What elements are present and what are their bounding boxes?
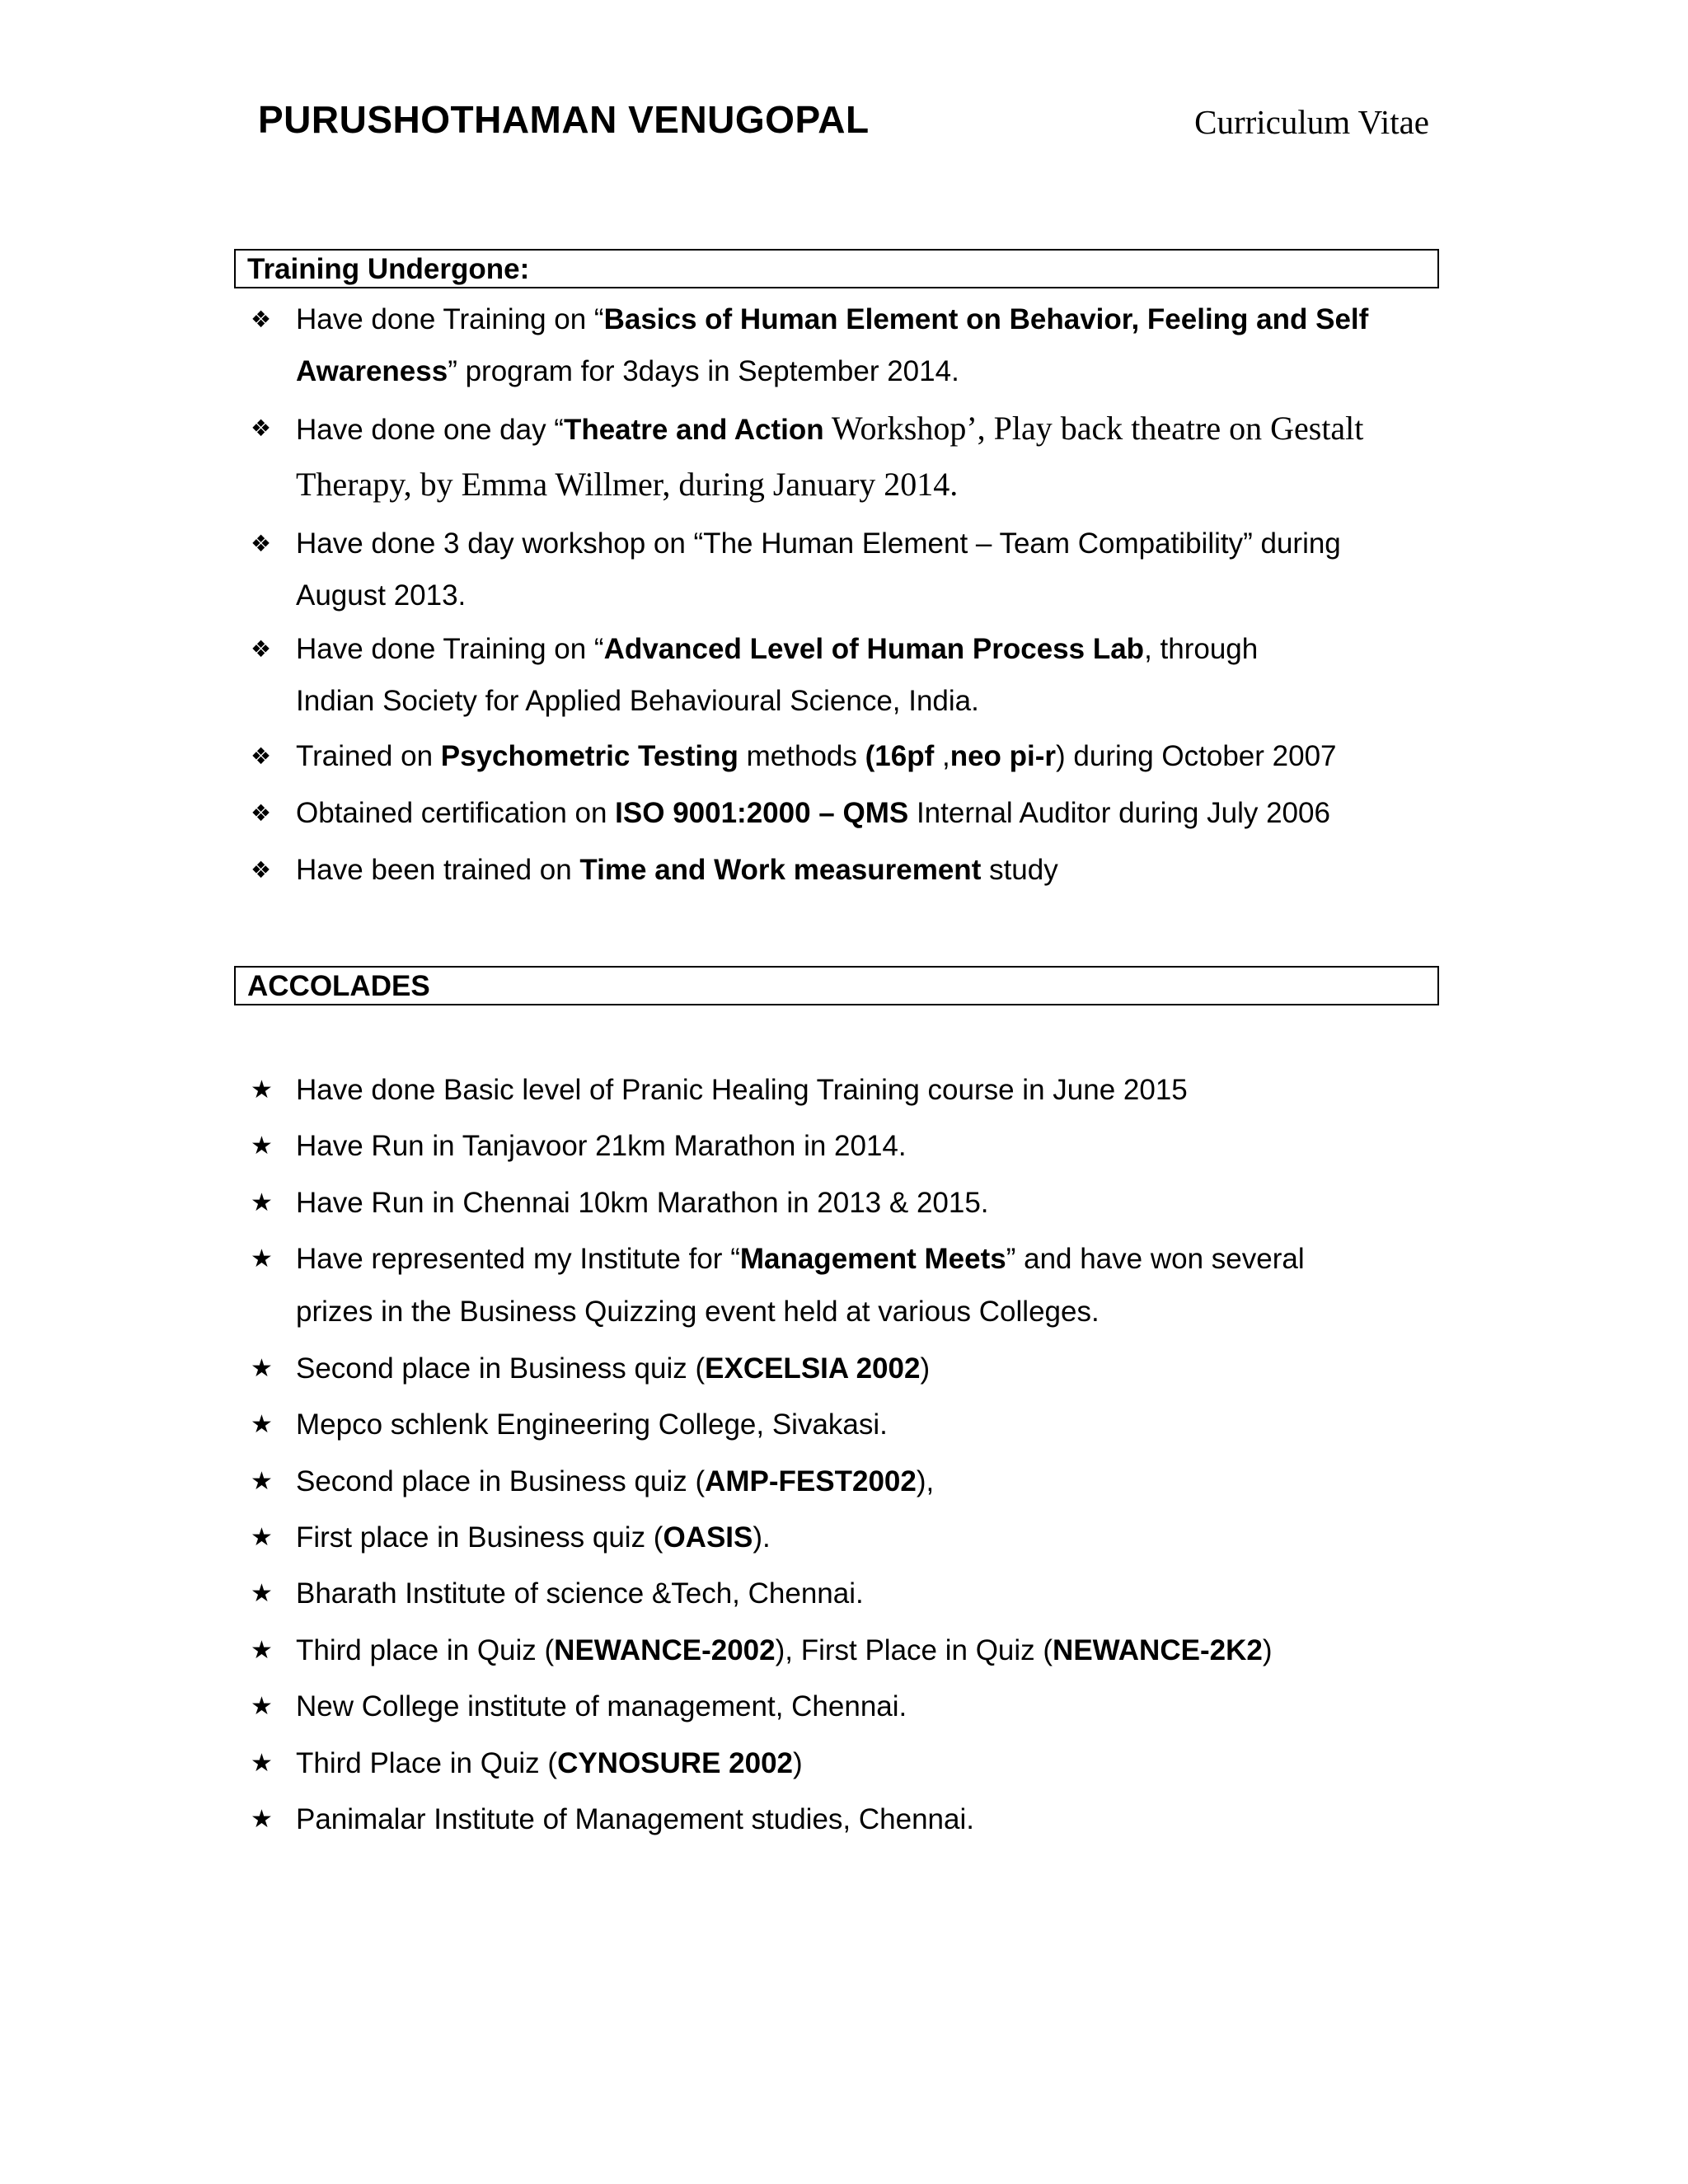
text-run: Have done one day “ <box>296 414 564 446</box>
text-run: Workshop’, Play back theatre on Gestalt <box>823 410 1364 447</box>
star-bullet-icon: ★ <box>251 1468 273 1495</box>
text-run: study <box>981 854 1058 886</box>
bold-text: Basics of Human Element on Behavior, Feeling and Self <box>603 303 1369 335</box>
diamond-bullet-icon: ❖ <box>251 857 272 883</box>
text-run: ) during October 2007 <box>1056 740 1337 772</box>
text-run: ), <box>916 1465 935 1497</box>
star-bullet-icon: ★ <box>251 1355 273 1382</box>
bold-text: Theatre and Action <box>563 414 824 446</box>
item-text-line <box>296 518 1341 570</box>
text-run: ) <box>920 1352 931 1385</box>
diamond-bullet-icon: ❖ <box>251 531 272 556</box>
bold-text: Awareness <box>296 355 448 387</box>
training-section-title: Training Undergone: <box>247 253 530 285</box>
text-run: Indian Society for Applied Behavioural Science, India. <box>296 685 979 717</box>
item-text-line <box>296 787 1330 840</box>
item-text-line <box>296 1511 771 1564</box>
text-run: First place in Business quiz ( <box>296 1521 663 1554</box>
diamond-bullet-icon: ❖ <box>251 800 272 826</box>
item-text-line <box>296 844 1058 897</box>
bold-text: AMP-FEST2002 <box>705 1465 917 1497</box>
star-bullet-icon: ★ <box>251 1411 273 1438</box>
item-text-line <box>296 1286 1100 1338</box>
item-text-line <box>296 623 1258 676</box>
item-text-line <box>296 1233 1305 1286</box>
star-bullet-icon: ★ <box>251 1132 273 1160</box>
item-text-line <box>296 1120 907 1173</box>
item-text-line <box>296 1737 803 1790</box>
text-run: Second place in Business quiz ( <box>296 1465 706 1497</box>
text-run: ) <box>793 1747 803 1779</box>
diamond-bullet-icon: ❖ <box>251 307 272 332</box>
text-run: Therapy, by Emma Willmer, during January 2014. <box>296 466 959 503</box>
text-run: Mepco schlenk Engineering College, Sivakasi. <box>296 1408 888 1441</box>
bold-text: neo pi-r <box>950 740 1057 772</box>
item-text-line <box>296 569 466 622</box>
text-run: Obtained certification on <box>296 797 616 829</box>
document-type: Curriculum Vitae <box>1194 103 1429 141</box>
text-run: ). <box>753 1521 771 1554</box>
text-run: Have Run in Tanjavoor 21km Marathon in 2014. <box>296 1130 907 1162</box>
diamond-bullet-icon: ❖ <box>251 636 272 662</box>
text-run: Have done 3 day workshop on “The Human Element – Team Compatibility” during <box>296 527 1341 560</box>
star-bullet-icon: ★ <box>251 1245 273 1272</box>
star-bullet-icon: ★ <box>251 1189 273 1216</box>
text-run: Third Place in Quiz ( <box>296 1747 558 1779</box>
text-run: Have Run in Chennai 10km Marathon in 2013 & 2015. <box>296 1187 989 1219</box>
item-text-line <box>296 345 959 398</box>
accolades-section-title: ACCOLADES <box>247 970 430 1002</box>
bold-text: ISO 9001:2000 – QMS <box>615 797 909 829</box>
bold-text: NEWANCE-2K2 <box>1053 1634 1263 1666</box>
star-bullet-icon: ★ <box>251 1580 273 1607</box>
text-run: New College institute of management, Chennai. <box>296 1690 907 1722</box>
training-section-header <box>234 249 1439 288</box>
text-run: Third place in Quiz ( <box>296 1634 555 1666</box>
text-run: ), First Place in Quiz ( <box>775 1634 1053 1666</box>
bold-text: CYNOSURE 2002 <box>557 1747 794 1779</box>
text-run: August 2013. <box>296 579 467 612</box>
text-run: , through <box>1144 633 1259 665</box>
bold-text: EXCELSIA 2002 <box>705 1352 921 1385</box>
text-run: Second place in Business quiz ( <box>296 1352 706 1385</box>
text-run: Have done Basic level of Pranic Healing Training course in June 2015 <box>296 1074 1188 1106</box>
text-run: Panimalar Institute of Management studies, Chennai. <box>296 1803 974 1835</box>
text-run: ” program for 3days in September 2014. <box>448 355 959 387</box>
text-run: Have represented my Institute for “ <box>296 1243 740 1275</box>
item-text-line <box>296 730 1337 783</box>
text-run: ) <box>1262 1634 1273 1666</box>
bold-text: Time and Work measurement <box>579 854 982 886</box>
accolades-section-header <box>234 966 1439 1005</box>
item-text-line <box>296 1793 974 1846</box>
star-bullet-icon: ★ <box>251 1750 273 1777</box>
bold-text: Psychometric Testing <box>440 740 738 772</box>
bold-text: NEWANCE-2002 <box>554 1634 776 1666</box>
text-run: Have been trained on <box>296 854 580 886</box>
text-run: Internal Auditor during July 2006 <box>908 797 1330 829</box>
text-run: ” and have won several <box>1006 1243 1305 1275</box>
item-text-line <box>296 1680 907 1733</box>
bold-text: Management Meets <box>739 1243 1006 1275</box>
text-run: prizes in the Business Quizzing event held at various Colleges. <box>296 1296 1100 1328</box>
diamond-bullet-icon: ❖ <box>251 415 272 441</box>
star-bullet-icon: ★ <box>251 1637 273 1664</box>
item-text-line <box>296 1343 930 1395</box>
star-bullet-icon: ★ <box>251 1806 273 1833</box>
text-run: , <box>934 740 950 772</box>
star-bullet-icon: ★ <box>251 1693 273 1720</box>
item-text-line <box>296 1455 934 1508</box>
item-text-line <box>296 1568 864 1620</box>
candidate-name: PURUSHOTHAMAN VENUGOPAL <box>258 98 870 141</box>
text-run: Have done Training on “ <box>296 303 604 335</box>
diamond-bullet-icon: ❖ <box>251 743 272 769</box>
item-text-line <box>296 1064 1188 1117</box>
item-text-line <box>296 458 958 513</box>
text-run: Trained on <box>296 740 441 772</box>
star-bullet-icon: ★ <box>251 1076 273 1104</box>
item-text-line <box>296 1177 989 1230</box>
text-run: Have done Training on “ <box>296 633 604 665</box>
item-text-line <box>296 293 1368 346</box>
bold-text: Advanced Level of Human Process Lab <box>603 633 1145 665</box>
item-text-line <box>296 675 979 728</box>
item-text-line <box>296 1624 1272 1677</box>
star-bullet-icon: ★ <box>251 1524 273 1551</box>
bold-text: OASIS <box>663 1521 753 1554</box>
text-run: methods <box>738 740 865 772</box>
item-text-line <box>296 402 1363 457</box>
bold-text: (16pf <box>865 740 935 772</box>
item-text-line <box>296 1399 888 1451</box>
text-run: Bharath Institute of science &Tech, Chennai. <box>296 1577 864 1610</box>
